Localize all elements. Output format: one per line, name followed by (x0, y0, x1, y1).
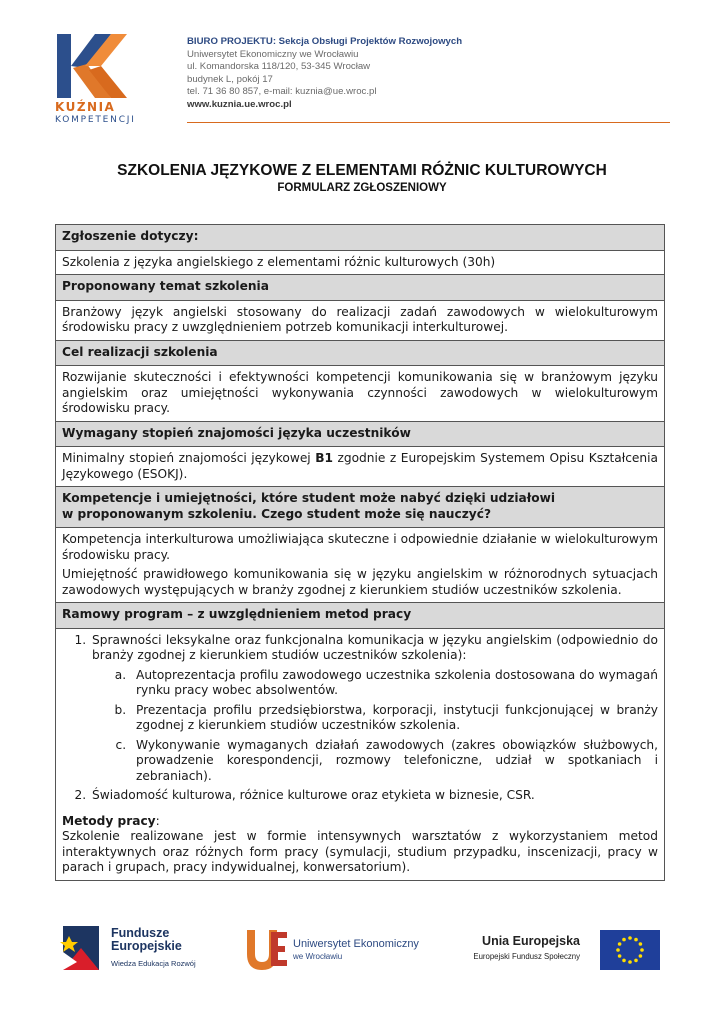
fe-program: Wiedza Edukacja Rozwój (111, 959, 196, 968)
ue-city: we Wrocławiu (293, 952, 343, 961)
eu-name: Unia Europejska (482, 934, 580, 948)
section-heading-topic: Proponowany temat szkolenia (56, 275, 664, 301)
university-name: Uniwersytet Ekonomiczny we Wrocławiu (187, 48, 359, 60)
level-value: B1 (315, 451, 333, 465)
competence-paragraph: Kompetencja interkulturowa umożliwiająca skuteczne i odpowiednie działanie w wielokulturowym środowisku pracy. (62, 532, 658, 562)
phone-email: tel. 71 36 80 857, e-mail: kuznia@ue.wroc.pl (187, 86, 377, 97)
ue-name: Uniwersytet Ekonomiczny (293, 938, 419, 950)
unia-europejska-logo (450, 930, 670, 975)
program-item: 2. Świadomość kulturowa, różnice kulturowe oraz etykieta w biznesie, CSR. (90, 788, 658, 804)
program-item (90, 633, 658, 785)
program-list (62, 633, 658, 804)
project-office-contact (187, 36, 670, 111)
eu-flag-icon (600, 930, 660, 970)
program-item-text: Sprawności leksykalne oraz funkcjonalna komunikacja w języku angielskim (odpowiednio do branży zgodnej z kierunkiem studiów uczestników szkolenia): (92, 632, 658, 662)
fe-name-line1: Fundusze (111, 926, 170, 940)
ue-monogram-icon (245, 926, 289, 972)
competences-heading-line1: Kompetencje i umiejętności, które student może nabyć dzięki udziałowi (62, 491, 556, 505)
section-heading-competences (56, 487, 664, 528)
logo-name: KUŹNIA (55, 100, 116, 114)
document-title: SZKOLENIA JĘZYKOWE Z ELEMENTAMI RÓŻNIC KULTUROWYCH (117, 162, 607, 179)
uniwersytet-ekonomiczny-logo (245, 926, 435, 976)
letterhead (55, 30, 670, 130)
section-heading-request: Zgłoszenie dotyczy: (56, 225, 664, 251)
funding-logos (55, 922, 670, 982)
methods-body: Szkolenie realizowane jest w formie intensywnych warsztatów z wykorzystaniem metod interaktywnych oraz różnych form pracy (symulacji, studium przypadku, inscenizacji, pracy w parach i grupach, pracy indywidualnej, konwersatorium). (62, 829, 658, 874)
section-body-request: Szkolenia z języka angielskiego z elementami różnic kulturowych (30h) (56, 251, 664, 276)
program-subitem: b. Prezentacja profilu przedsiębiorstwa, korporacji, instytucji funkcjonującej w branży zgodnej z kierunkiem studiów uczestników szkolenia. (130, 703, 658, 734)
program-sublist (92, 668, 658, 785)
section-body-language-level (56, 447, 664, 487)
methods-heading (62, 814, 658, 830)
website-link[interactable]: www.kuznia.ue.wroc.pl (187, 98, 292, 110)
room: budynek L, pokój 17 (187, 73, 273, 85)
double-k-icon (55, 34, 135, 98)
kuznia-kompetencji-logo (55, 30, 175, 130)
fe-name-line2: Europejskie (111, 939, 182, 953)
office-title: BIURO PROJEKTU: Sekcja Obsługi Projektów Rozwojowych (187, 36, 463, 47)
eu-fund: Europejski Fundusz Społeczny (473, 952, 580, 961)
skill-paragraph: Umiejętność prawidłowego komunikowania się w języku angielskim w różnorodnych sytuacjach zawodowych występujących w branży zgodnej z kierunkiem studiów uczestników szkolenia. (62, 567, 658, 597)
section-heading-program: Ramowy program – z uwzględnieniem metod pracy (56, 603, 664, 629)
program-subitem: a. Autoprezentacja profilu zawodowego uczestnika szkolenia dostosowana do wymagań rynku pracy wobec absolwentów. (130, 668, 658, 699)
fe-name (111, 927, 182, 953)
level-text-before: Minimalny stopień znajomości językowej (62, 451, 316, 465)
header-divider (187, 122, 670, 123)
methods-label: Metody pracy (62, 813, 156, 828)
program-subitem: c. Wykonywanie wymaganych działań zawodowych (zakres obowiązków służbowych, prowadzenie korespondencji, rozmowy telefoniczne, udział w spotkaniach i zebraniach). (130, 738, 658, 785)
section-body-topic: Branżowy język angielski stosowany do realizacji zadań zawodowych w wielokulturowym środowisku pracy z uwzględnieniem potrzeb komunikacji interkulturowej. (56, 301, 664, 341)
address: ul. Komandorska 118/120, 53-345 Wrocław (187, 61, 371, 72)
competences-heading-line2: w proponowanym szkoleniu. Czego student może się nauczyć? (62, 506, 492, 521)
section-heading-language-level: Wymagany stopień znajomości języka uczestników (56, 422, 664, 448)
section-heading-goal: Cel realizacji szkolenia (56, 341, 664, 367)
document-subtitle: FORMULARZ ZGŁOSZENIOWY (277, 182, 447, 194)
level-text-after: zgodnie z Europejskim Systemem Opisu Kształcenia Językowego (ESOKJ). (62, 451, 658, 481)
fe-star-icon (55, 922, 105, 974)
section-body-goal: Rozwijanie skuteczności i efektywności kompetencji komunikowania się w branżowym języku angielskim oraz umiejętności wykonywania czynności zawodowych w wielokulturowym środowisku pracy. (56, 366, 664, 422)
section-body-program (56, 629, 664, 880)
methods-colon: : (155, 813, 160, 828)
logo-subtitle: KOMPETENCJI (55, 115, 136, 125)
application-form-table (55, 224, 665, 881)
section-body-competences (56, 528, 664, 603)
fundusze-europejskie-logo (55, 922, 215, 977)
